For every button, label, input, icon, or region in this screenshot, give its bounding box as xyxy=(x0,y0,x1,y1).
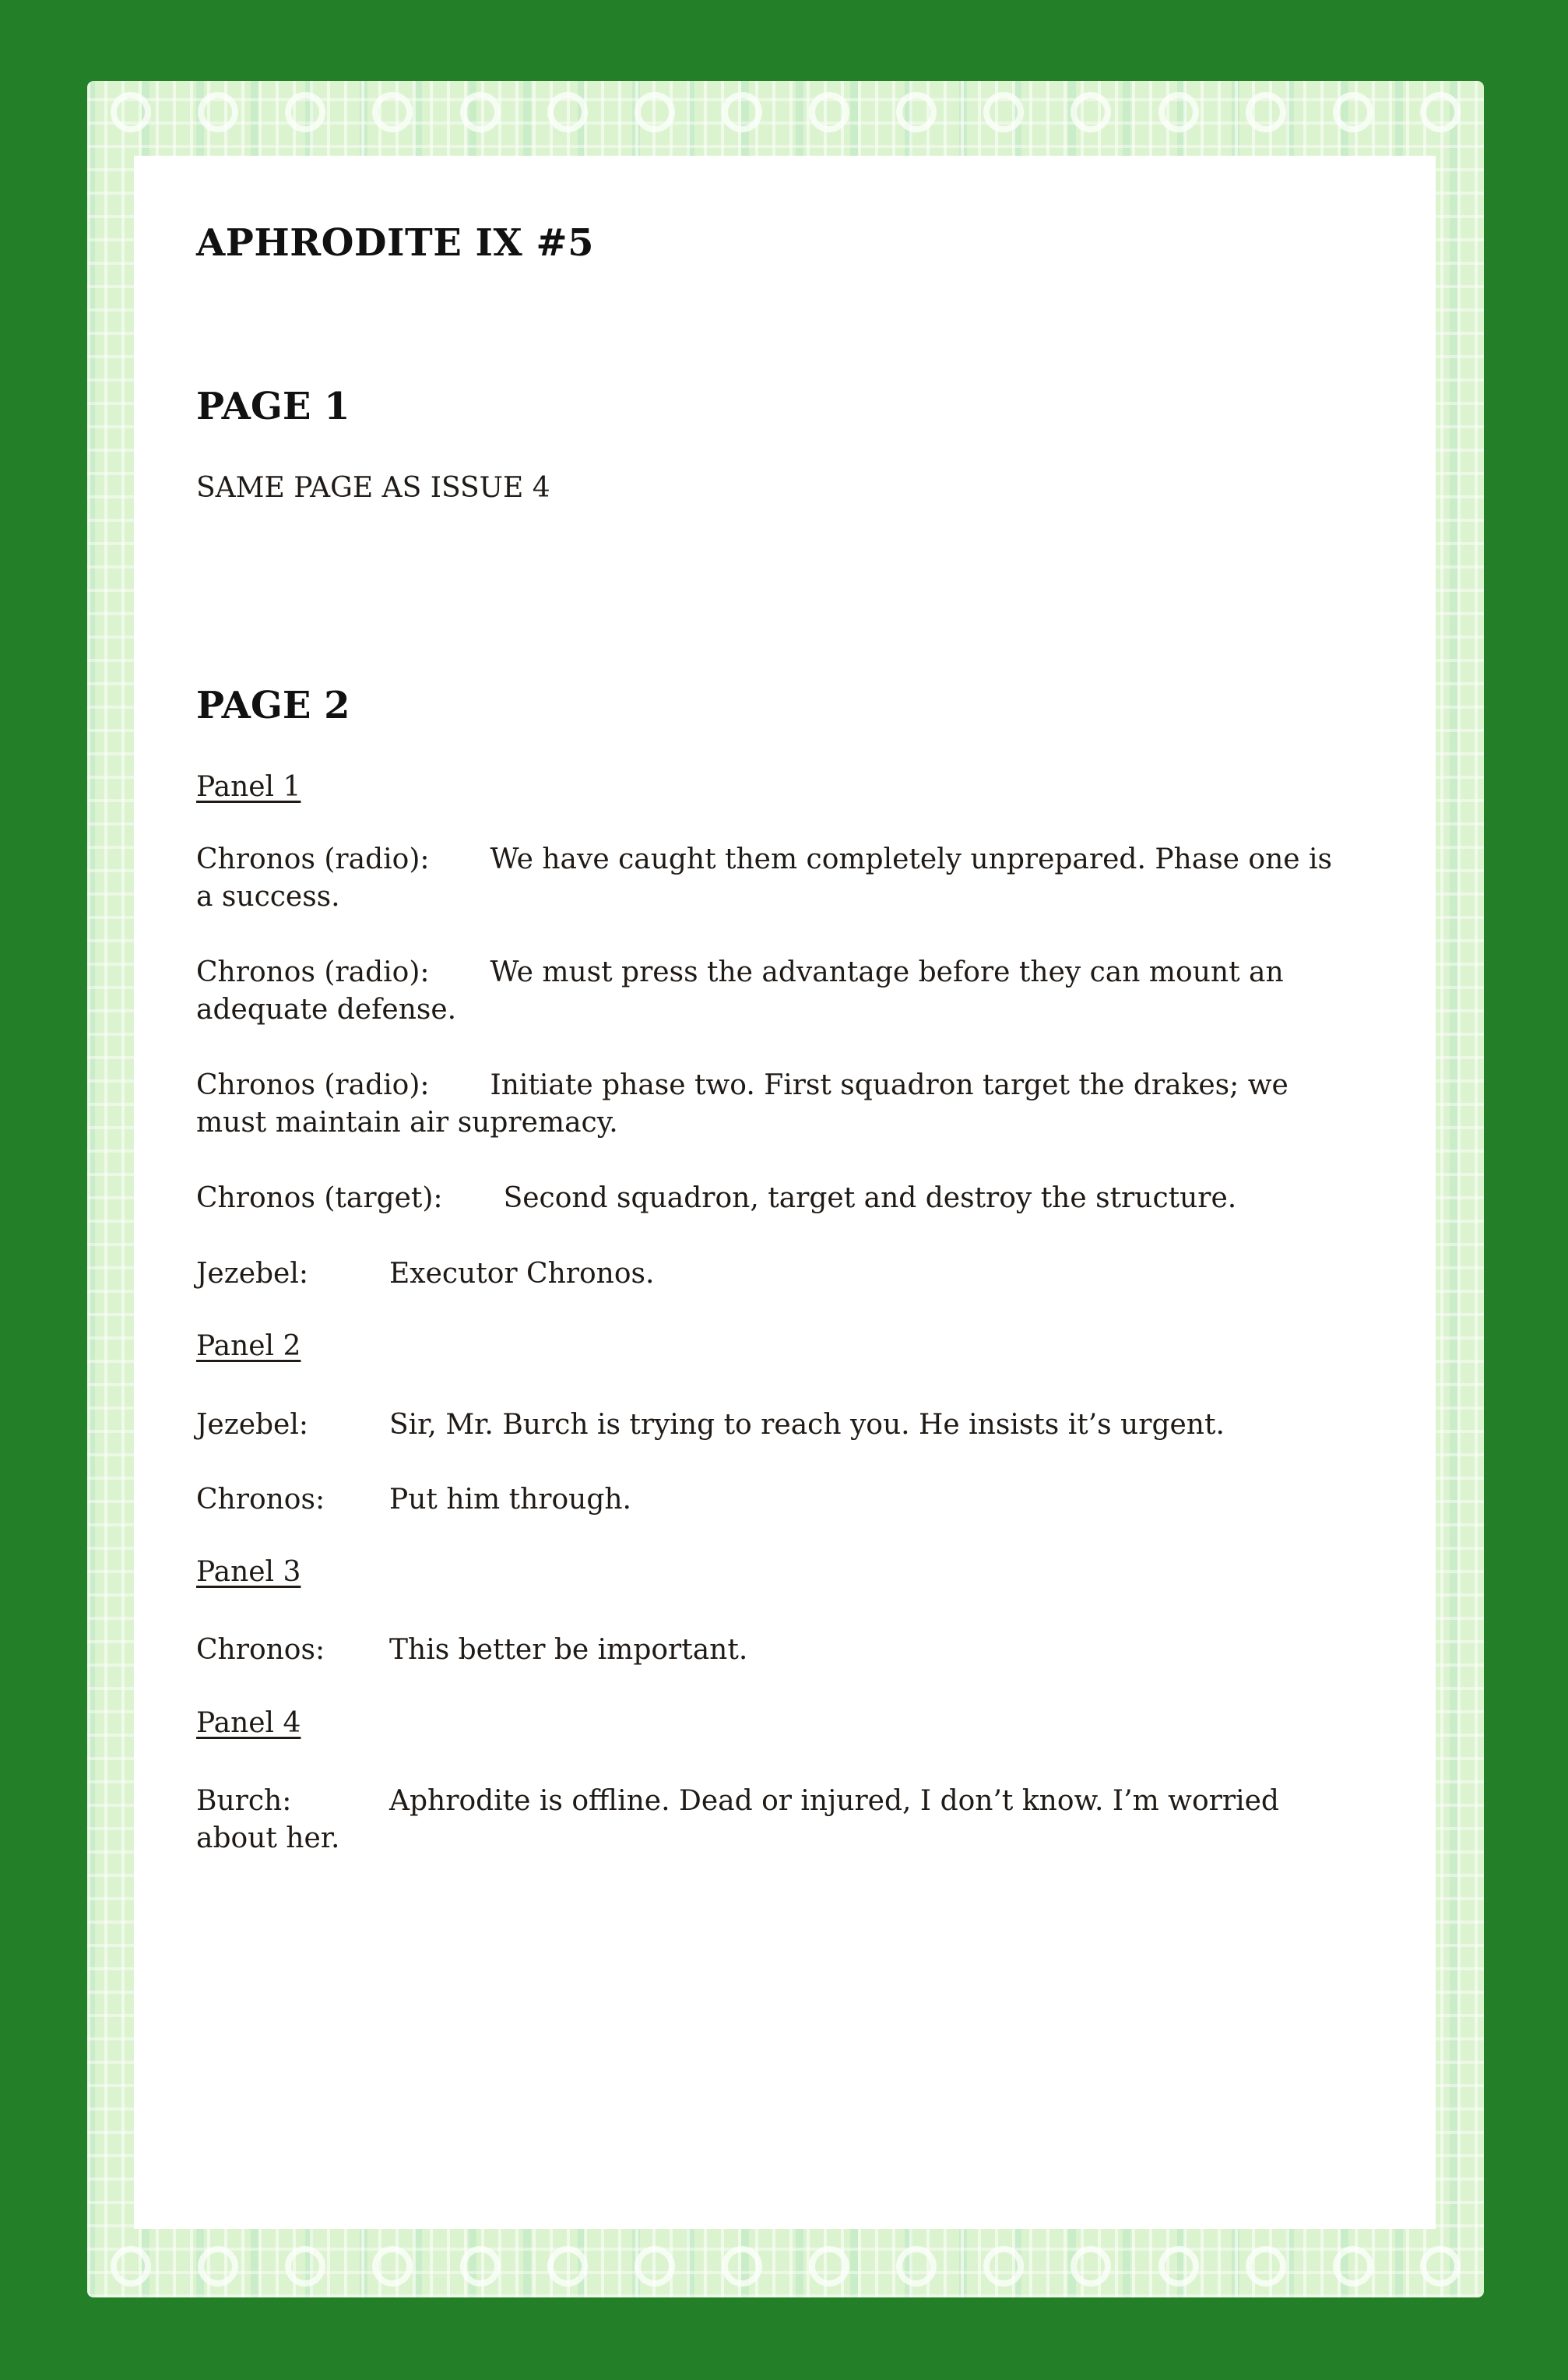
speaker-name: Chronos: xyxy=(196,1634,325,1666)
dialogue-text: Aphrodite is offline. Dead or injured, I don’t know. I’m worried about her. xyxy=(196,1785,1279,1854)
speaker-name: Chronos (target): xyxy=(196,1182,443,1214)
dialogue-line xyxy=(196,1067,1333,1142)
panel-4-label: Panel 4 xyxy=(196,1707,301,1739)
dialogue-line xyxy=(196,841,1333,916)
dialogue-text: We have caught them completely unprepared. Phase one is a success. xyxy=(196,843,1333,913)
dialogue-text: We must press the advantage before they can mount an adequate defense. xyxy=(196,956,1284,1026)
panel-1-label: Panel 1 xyxy=(196,771,301,803)
dialogue-line xyxy=(196,1407,1333,1444)
page-2-heading: PAGE 2 xyxy=(196,684,350,727)
dialogue-text: Initiate phase two. First squadron target the drakes; we must maintain air supremacy. xyxy=(196,1069,1289,1139)
dialogue-line xyxy=(196,1632,1333,1669)
dialogue-line xyxy=(196,1481,1333,1519)
circuit-pad-row-bottom xyxy=(87,2235,1484,2297)
dialogue-text: Put him through. xyxy=(389,1484,631,1516)
speaker-name: Chronos (radio): xyxy=(196,843,430,875)
speaker-name: Chronos (radio): xyxy=(196,956,430,988)
panel-3-label: Panel 3 xyxy=(196,1556,301,1588)
script-title: APHRODITE IX #5 xyxy=(196,221,595,265)
dialogue-text: This better be important. xyxy=(389,1634,748,1666)
dialogue-line xyxy=(196,954,1333,1029)
dialogue-text: Executor Chronos. xyxy=(389,1258,655,1290)
dialogue-text: Second squadron, target and destroy the structure. xyxy=(503,1182,1237,1214)
page-1-note: SAME PAGE AS ISSUE 4 xyxy=(196,472,550,504)
script-page xyxy=(134,156,1436,2229)
speaker-name: Chronos: xyxy=(196,1484,325,1516)
speaker-name: Jezebel: xyxy=(196,1258,308,1290)
circuit-pad-row-top xyxy=(87,81,1484,143)
speaker-name: Burch: xyxy=(196,1785,292,1817)
dialogue-line xyxy=(196,1255,1333,1293)
dialogue-line xyxy=(196,1180,1333,1217)
speaker-name: Jezebel: xyxy=(196,1409,308,1441)
speaker-name: Chronos (radio): xyxy=(196,1069,430,1101)
dialogue-line xyxy=(196,1783,1333,1857)
page-1-heading: PAGE 1 xyxy=(196,385,350,428)
dialogue-text: Sir, Mr. Burch is trying to reach you. He insists it’s urgent. xyxy=(389,1409,1225,1441)
panel-2-label: Panel 2 xyxy=(196,1330,301,1362)
